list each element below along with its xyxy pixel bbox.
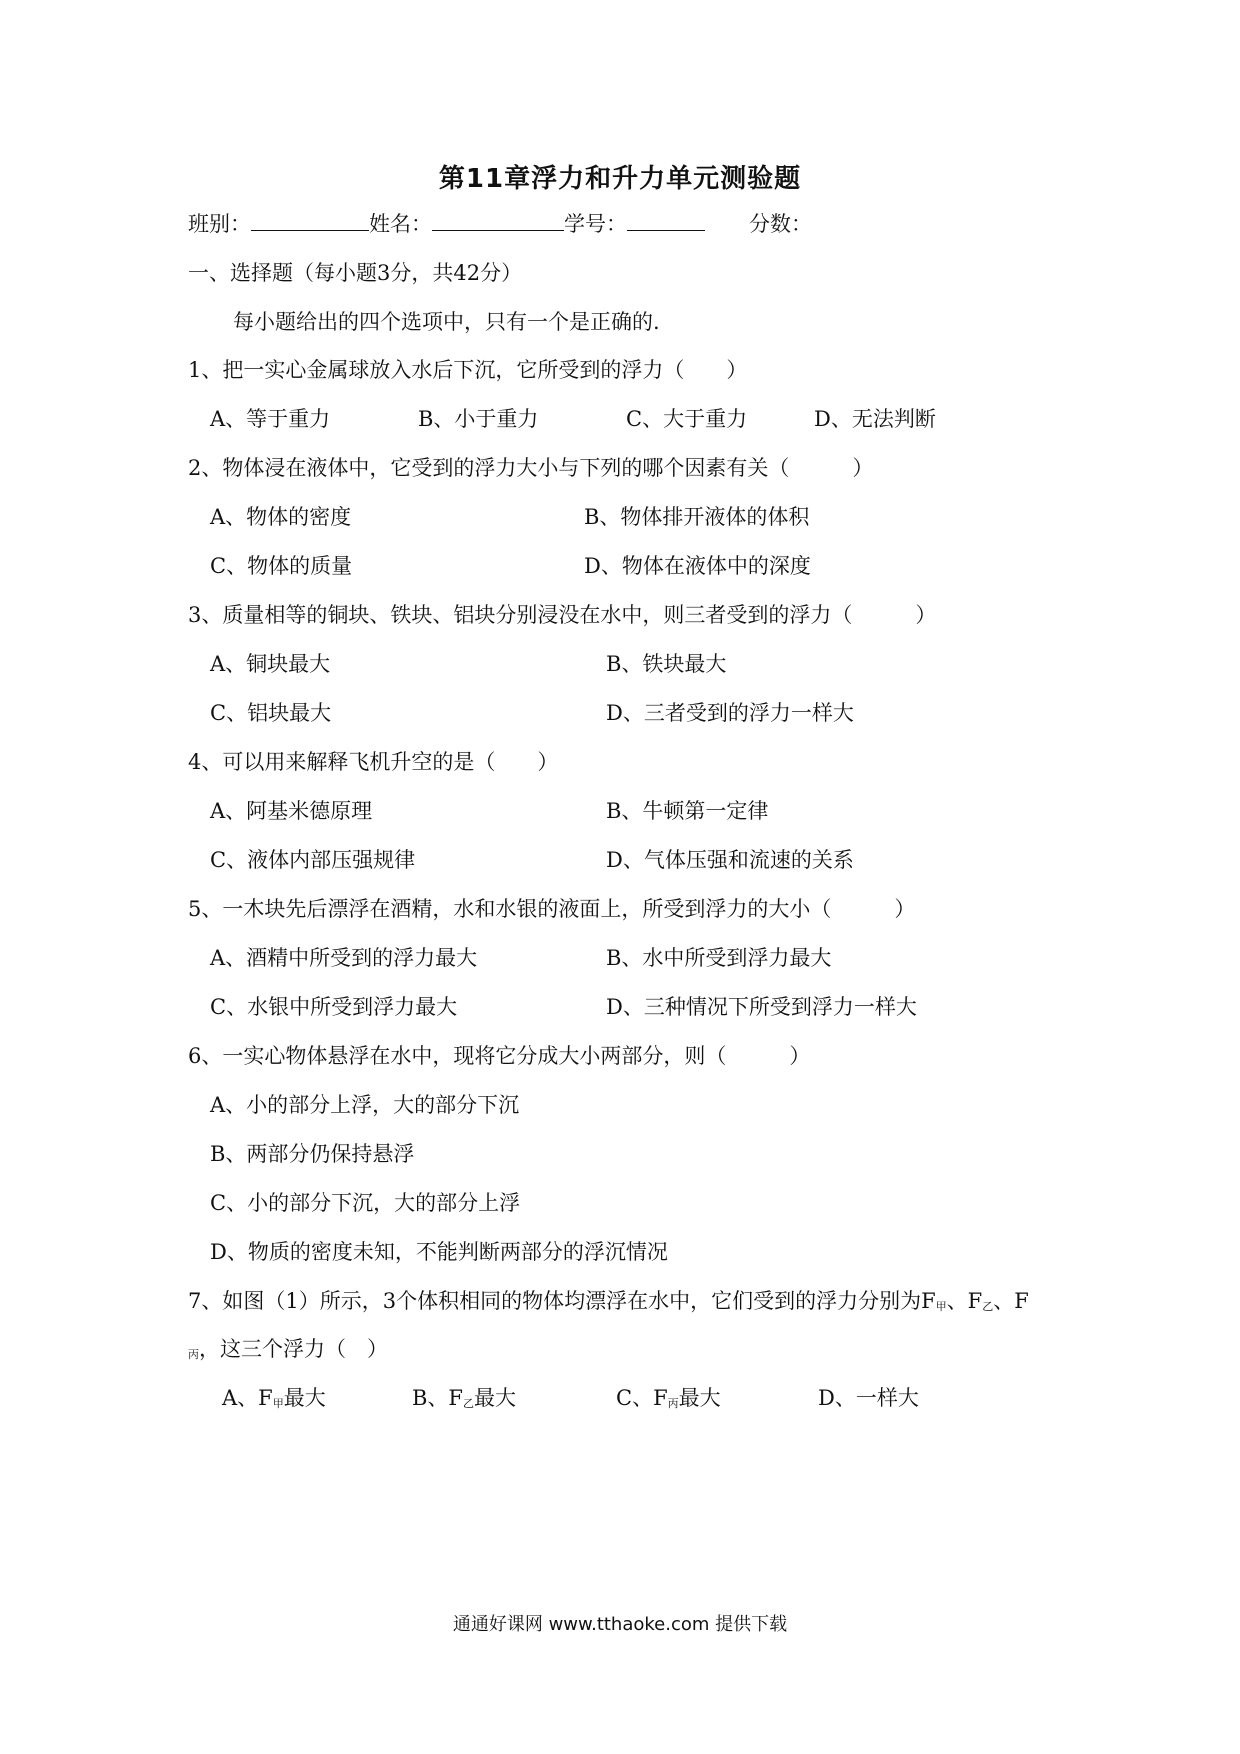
id-label: 学号： bbox=[564, 212, 627, 236]
question-4-option-b: B、牛顿第一定律 bbox=[606, 799, 769, 823]
score-label: 分数： bbox=[749, 212, 812, 236]
subscript-jia: 甲 bbox=[935, 1300, 947, 1313]
question-7-stem-end: ，这三个浮力（ ） bbox=[199, 1337, 388, 1361]
question-2-option-a: A、物体的密度 bbox=[210, 505, 352, 529]
question-1-option-d: D、无法判断 bbox=[814, 407, 936, 431]
name-label: 姓名： bbox=[369, 212, 432, 236]
question-5-option-b: B、水中所受到浮力最大 bbox=[606, 946, 832, 970]
option-b-prefix: B、F bbox=[412, 1386, 464, 1410]
page-title: 第11章浮力和升力单元测验题 bbox=[438, 164, 802, 194]
question-7-stem-line2 bbox=[188, 1334, 388, 1370]
question-6-stem: 6、一实心物体悬浮在水中，现将它分成大小两部分，则（ ） bbox=[188, 1044, 811, 1068]
subscript-bing: 丙 bbox=[188, 1348, 199, 1361]
question-7-option-d: D、一样大 bbox=[818, 1386, 919, 1410]
question-6-option-a: A、小的部分上浮，大的部分下沉 bbox=[210, 1093, 520, 1117]
question-7-stem-text: 7、如图（1）所示，3个体积相同的物体均漂浮在水中，它们受到的浮力分别为F bbox=[188, 1289, 936, 1313]
question-1-option-a: A、等于重力 bbox=[210, 407, 331, 431]
question-2-option-b: B、物体排开液体的体积 bbox=[584, 505, 810, 529]
name-blank bbox=[432, 210, 564, 231]
subscript-yi: 乙 bbox=[982, 1300, 994, 1313]
question-7-sep: 、F bbox=[993, 1289, 1029, 1313]
subscript-bing: 丙 bbox=[667, 1397, 679, 1410]
question-2-option-d: D、物体在液体中的深度 bbox=[584, 554, 811, 578]
question-5-option-d: D、三种情况下所受到浮力一样大 bbox=[606, 995, 917, 1019]
class-label: 班别： bbox=[188, 212, 251, 236]
page-footer: 通通好课网 www.tthaoke.com 提供下载 bbox=[452, 1614, 788, 1635]
question-5-stem: 5、一木块先后漂浮在酒精，水和水银的液面上，所受到浮力的大小（ ） bbox=[188, 897, 916, 921]
question-7-sep: 、F bbox=[946, 1289, 983, 1313]
option-c-suffix: 最大 bbox=[678, 1386, 721, 1410]
subscript-jia: 甲 bbox=[272, 1397, 284, 1410]
question-1-stem: 1、把一实心金属球放入水后下沉，它所受到的浮力（ ） bbox=[188, 358, 748, 382]
question-6-option-b: B、两部分仍保持悬浮 bbox=[210, 1142, 415, 1166]
question-5-option-a: A、酒精中所受到的浮力最大 bbox=[210, 946, 478, 970]
subscript-yi: 乙 bbox=[463, 1397, 475, 1410]
question-4-option-c: C、液体内部压强规律 bbox=[210, 848, 416, 872]
student-info-line bbox=[188, 209, 812, 239]
question-4-option-a: A、阿基米德原理 bbox=[210, 799, 373, 823]
question-1-option-c: C、大于重力 bbox=[626, 407, 748, 431]
question-7-option-b bbox=[412, 1383, 516, 1419]
option-c-prefix: C、F bbox=[616, 1386, 668, 1410]
question-5-option-c: C、水银中所受到浮力最大 bbox=[210, 995, 458, 1019]
question-1-option-b: B、小于重力 bbox=[418, 407, 539, 431]
question-4-option-d: D、气体压强和流速的关系 bbox=[606, 848, 854, 872]
section-heading: 一、选择题（每小题3分，共42分） bbox=[188, 261, 523, 285]
question-7-option-a bbox=[222, 1383, 326, 1419]
question-3-option-b: B、铁块最大 bbox=[606, 652, 727, 676]
question-6-option-d: D、物质的密度未知，不能判断两部分的浮沉情况 bbox=[210, 1240, 668, 1264]
option-a-suffix: 最大 bbox=[283, 1386, 326, 1410]
question-3-option-d: D、三者受到的浮力一样大 bbox=[606, 701, 854, 725]
question-2-stem: 2、物体浸在液体中，它受到的浮力大小与下列的哪个因素有关（ ） bbox=[188, 456, 874, 480]
class-blank bbox=[251, 210, 369, 231]
question-7-stem-line1 bbox=[188, 1286, 1029, 1322]
question-3-option-c: C、铝块最大 bbox=[210, 701, 332, 725]
option-b-suffix: 最大 bbox=[474, 1386, 517, 1410]
question-3-stem: 3、质量相等的铜块、铁块、铝块分别浸没在水中，则三者受到的浮力（ ） bbox=[188, 603, 937, 627]
question-6-option-c: C、小的部分下沉，大的部分上浮 bbox=[210, 1191, 521, 1215]
question-7-option-c bbox=[616, 1383, 721, 1419]
question-3-option-a: A、铜块最大 bbox=[210, 652, 331, 676]
question-2-option-c: C、物体的质量 bbox=[210, 554, 353, 578]
section-instruction: 每小题给出的四个选项中，只有一个是正确的. bbox=[233, 310, 660, 334]
question-4-stem: 4、可以用来解释飞机升空的是（ ） bbox=[188, 750, 559, 774]
id-blank bbox=[627, 210, 705, 231]
option-a-prefix: A、F bbox=[222, 1386, 273, 1410]
